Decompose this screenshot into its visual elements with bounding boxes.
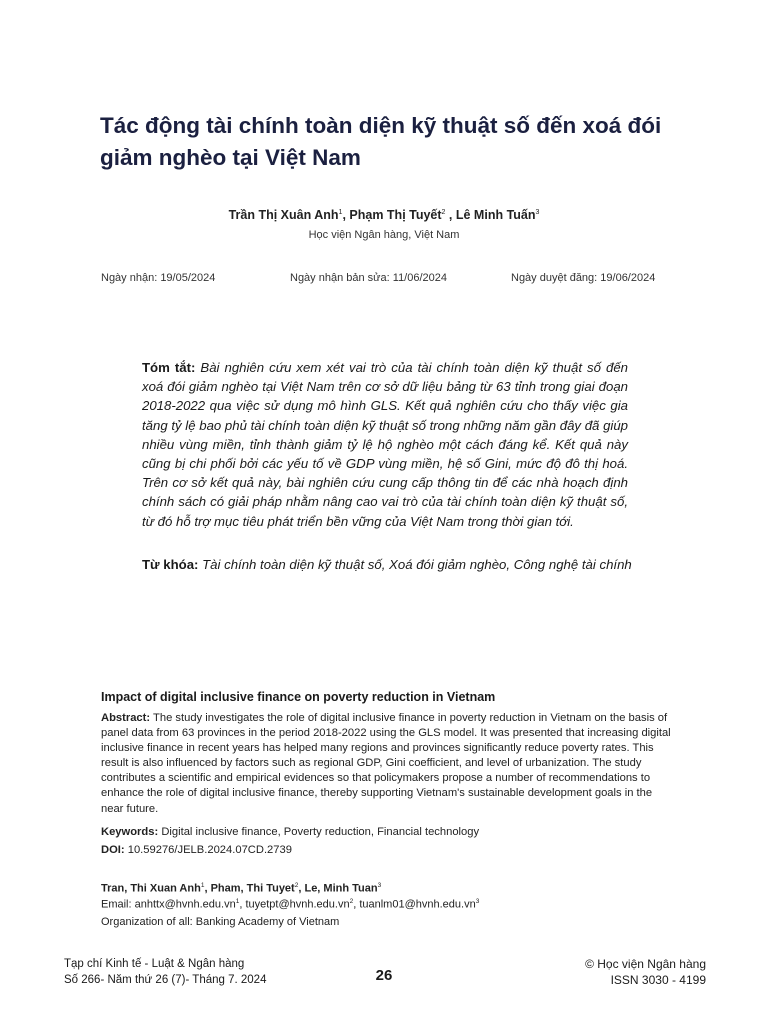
footer-publisher: © Học viện Ngân hàng	[585, 957, 706, 971]
author-sep: ,	[445, 208, 456, 222]
author-sep: ,	[342, 208, 350, 222]
abstract-vn-text: Bài nghiên cứu xem xét vai trò của tài chính toàn diện kỹ thuật số đến xoá đói giảm nghèo tại Việt Nam trên cơ sở dữ liệu bảng từ 63 tỉnh trong giai đoạn 2018-2022 qua việc sử dụng mô hình GLS. Kết quả nghiên cứu cho thấy việc gia tăng tỷ lệ bao phủ tài chính toàn diện kỹ thuật số trong những năm gần đây đã giúp nhiều vùng miền, tỉnh thành giảm tỷ lệ hộ nghèo một cách đáng kể. Kết quả này cũng bị chi phối bởi các yếu tố về GDP vùng miền, hệ số Gini, mức độ đô thị hoá. Trên cơ sở kết quả này, bài nghiên cứu cung cấp thông tin để các nhà hoạch định chính sách có giải pháp nhằm nâng cao vai trò của tài chính toàn diện kỹ thuật số, từ đó hỗ trợ mục tiêu phát triển bền vững của Việt Nam trong thời gian tới.	[142, 360, 628, 529]
keywords-vn-text: Tài chính toàn diện kỹ thuật số, Xoá đói giảm nghèo, Công nghệ tài chính	[202, 557, 632, 572]
date-revised: Ngày nhận bản sửa: 11/06/2024	[290, 272, 448, 284]
email-label: Email:	[101, 898, 132, 911]
email-list	[101, 898, 479, 911]
email-sep: ,	[353, 898, 360, 911]
author-sep: ,	[298, 882, 305, 895]
email-link[interactable]: anhttx@hvnh.edu.vn	[134, 898, 236, 911]
article-title: Tác động tài chính toàn diện kỹ thuật số đến xoá đói giảm nghèo tại Việt Nam	[100, 113, 662, 170]
author-name: Phạm Thị Tuyết	[349, 208, 442, 222]
email-sep: ,	[239, 898, 246, 911]
author-sup: 3	[377, 882, 382, 889]
email-sup: 1	[235, 898, 240, 905]
author-sep: ,	[204, 882, 211, 895]
author-sup: 2	[294, 882, 299, 889]
keywords-vn-label: Từ khóa:	[142, 557, 199, 572]
abstract-en-text: The study investigates the role of digital inclusive finance in poverty reduction in Vietnam on the basis of panel data from 63 provinces in the period 2018-2022 using the GLS model. It was presented that increasing digital inclusive finance in recent years has helped many regions and provinces significantly reduce poverty rates. This result is also influenced by factors such as regional GDP, Gini coefficient, and level of urbanization. The study contributes a scientific and empirical evidences so that policymakers propose a number of recommendations to enhance the role of digital inclusive finance, thereby supporting Vietnam's sustainable development goals in the near future.	[101, 712, 671, 815]
author-name: Lê Minh Tuấn	[455, 208, 536, 222]
author-name: Pham, Thi Tuyet	[210, 882, 295, 895]
keywords-vn	[142, 555, 642, 574]
email-sup: 3	[475, 898, 480, 905]
doi-link[interactable]: 10.59276/JELB.2024.07CD.2739	[127, 844, 292, 856]
footer-issn: ISSN 3030 - 4199	[610, 973, 706, 987]
email-link[interactable]: tuanlm01@hvnh.edu.vn	[359, 898, 476, 911]
affiliation: Học viện Ngân hàng, Việt Nam	[308, 229, 460, 241]
keywords-en-text: Digital inclusive finance, Poverty reduction, Financial technology	[161, 826, 480, 838]
footer-publisher-info	[585, 956, 706, 988]
abstract-vn-label: Tóm tắt:	[142, 360, 196, 375]
date-received: Ngày nhận: 19/05/2024	[101, 272, 216, 284]
keywords-en-label: Keywords:	[101, 826, 159, 838]
author-name: Tran, Thi Xuan Anh	[101, 882, 201, 895]
author-list-vn	[0, 208, 768, 222]
footer-journal-name: Tạp chí Kinh tế - Luật & Ngân hàng	[64, 958, 245, 970]
author-sup: 3	[535, 208, 540, 216]
abstract-vn	[142, 358, 628, 531]
keywords-en	[101, 825, 671, 840]
abstract-en-label: Abstract:	[101, 712, 151, 724]
date-accepted: Ngày duyệt đăng: 19/06/2024	[511, 272, 656, 284]
author-sup: 1	[338, 208, 343, 216]
organization: Organization of all: Banking Academy of Vietnam	[101, 916, 340, 928]
author-name: Trần Thị Xuân Anh	[228, 208, 339, 222]
doi-label: DOI:	[101, 844, 125, 856]
abstract-en	[101, 711, 671, 817]
email-sup: 2	[349, 898, 354, 905]
author-name: Le, Minh Tuan	[304, 882, 378, 895]
author-sup: 1	[200, 882, 205, 889]
author-list-en	[101, 882, 381, 895]
page-number: 26	[375, 967, 393, 984]
english-title: Impact of digital inclusive finance on poverty reduction in Vietnam	[101, 690, 496, 704]
author-sup: 2	[441, 208, 446, 216]
footer-issue: Số 266- Năm thứ 26 (7)- Tháng 7. 2024	[64, 974, 267, 986]
email-link[interactable]: tuyetpt@hvnh.edu.vn	[245, 898, 350, 911]
doi	[101, 843, 671, 858]
